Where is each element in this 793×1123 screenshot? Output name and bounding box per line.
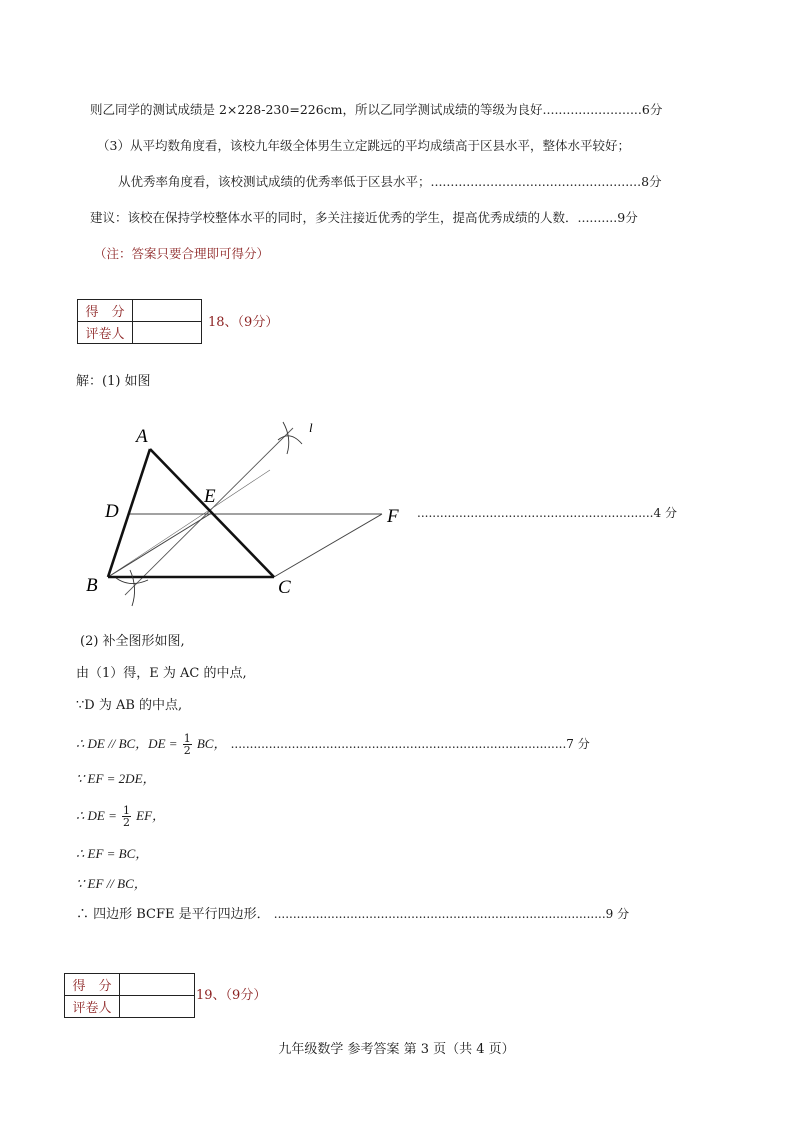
step-line-3-a: ∴ DE // BC，DE = [76, 736, 178, 751]
helper-line [108, 470, 270, 577]
label-C: C [278, 577, 291, 598]
step2-intro: (2) 补全图形如图, [80, 634, 185, 649]
step-line-3-score: ........................................................................................7 分 [230, 737, 590, 751]
grading-note: （注：答案只要合理即可得分） [94, 246, 270, 261]
score-label: 得 分 [78, 300, 133, 322]
step-line-5-b: EF， [136, 808, 166, 823]
label-A: A [136, 426, 148, 447]
fraction-num-2: 1 [123, 804, 131, 817]
label-E: E [204, 486, 216, 507]
step-line-8 [76, 905, 629, 924]
average-analysis-line: （3）从平均数角度看，该校九年级全体男生立定跳远的平均成绩高于区县水平，整体水平较好； [97, 138, 630, 153]
step-line-5 [76, 802, 165, 830]
result-line: 则乙同学的测试成绩是 2×228-230=226cm，所以乙同学测试成绩的等级为良好.........................6分 [90, 102, 663, 117]
score-blank [120, 974, 195, 996]
conclusion-score: .......................................................................................9 分 [273, 907, 630, 921]
label-l: l [309, 420, 313, 435]
fraction-den-2: 2 [123, 816, 131, 829]
page-footer: 九年级数学 参考答案 第 3 页（共 4 页） [278, 1042, 515, 1057]
conclusion-text: ∴ 四边形 BCFE 是平行四边形． [76, 907, 270, 922]
arc-mark-top-2 [283, 422, 289, 454]
arc-mark-bottom [116, 578, 148, 584]
grader-blank [120, 996, 195, 1018]
grader-label: 评卷人 [65, 996, 120, 1018]
step-line-3-b: BC， [196, 736, 227, 751]
step-line-3 [76, 730, 590, 758]
fraction-num: 1 [183, 732, 191, 745]
fraction-den: 2 [183, 744, 191, 757]
figure-score: ..............................................................4 分 [417, 506, 677, 520]
step-line-1: 由（1）得，E 为 AC 的中点, [76, 666, 247, 681]
score-box-q19 [64, 973, 195, 1018]
label-F: F [387, 506, 399, 527]
geometry-figure [80, 410, 420, 610]
step-line-6: ∴ EF = BC， [76, 846, 149, 861]
segment-CF [274, 514, 382, 577]
label-D: D [105, 501, 119, 522]
label-B: B [86, 575, 98, 596]
step-line-7: ∵ EF // BC， [76, 876, 147, 891]
fraction-half-2 [122, 805, 131, 828]
step-line-5-a: ∴ DE = [76, 808, 117, 823]
score-box-q18 [77, 299, 202, 344]
score-blank [133, 300, 202, 322]
step-line-2: ∵D 为 AB 的中点, [76, 698, 183, 713]
q19-title: 19、（9分） [196, 988, 267, 1003]
solution-intro: 解：(1) 如图 [76, 374, 151, 389]
fraction-half [183, 733, 192, 756]
segment-BE [108, 514, 210, 577]
grader-blank [133, 322, 202, 344]
q18-title: 18、（9分） [208, 315, 279, 330]
suggestion-line: 建议：该校在保持学校整体水平的同时，多关注接近优秀的学生，提高优秀成绩的人数．..........9分 [90, 210, 638, 225]
side-AC [150, 449, 274, 577]
step-line-4: ∵ EF = 2DE， [76, 771, 156, 786]
excellence-analysis-line: 从优秀率角度看，该校测试成绩的优秀率低于区县水平；.....................................................8分 [118, 174, 662, 189]
grader-label: 评卷人 [78, 322, 133, 344]
score-label: 得 分 [65, 974, 120, 996]
